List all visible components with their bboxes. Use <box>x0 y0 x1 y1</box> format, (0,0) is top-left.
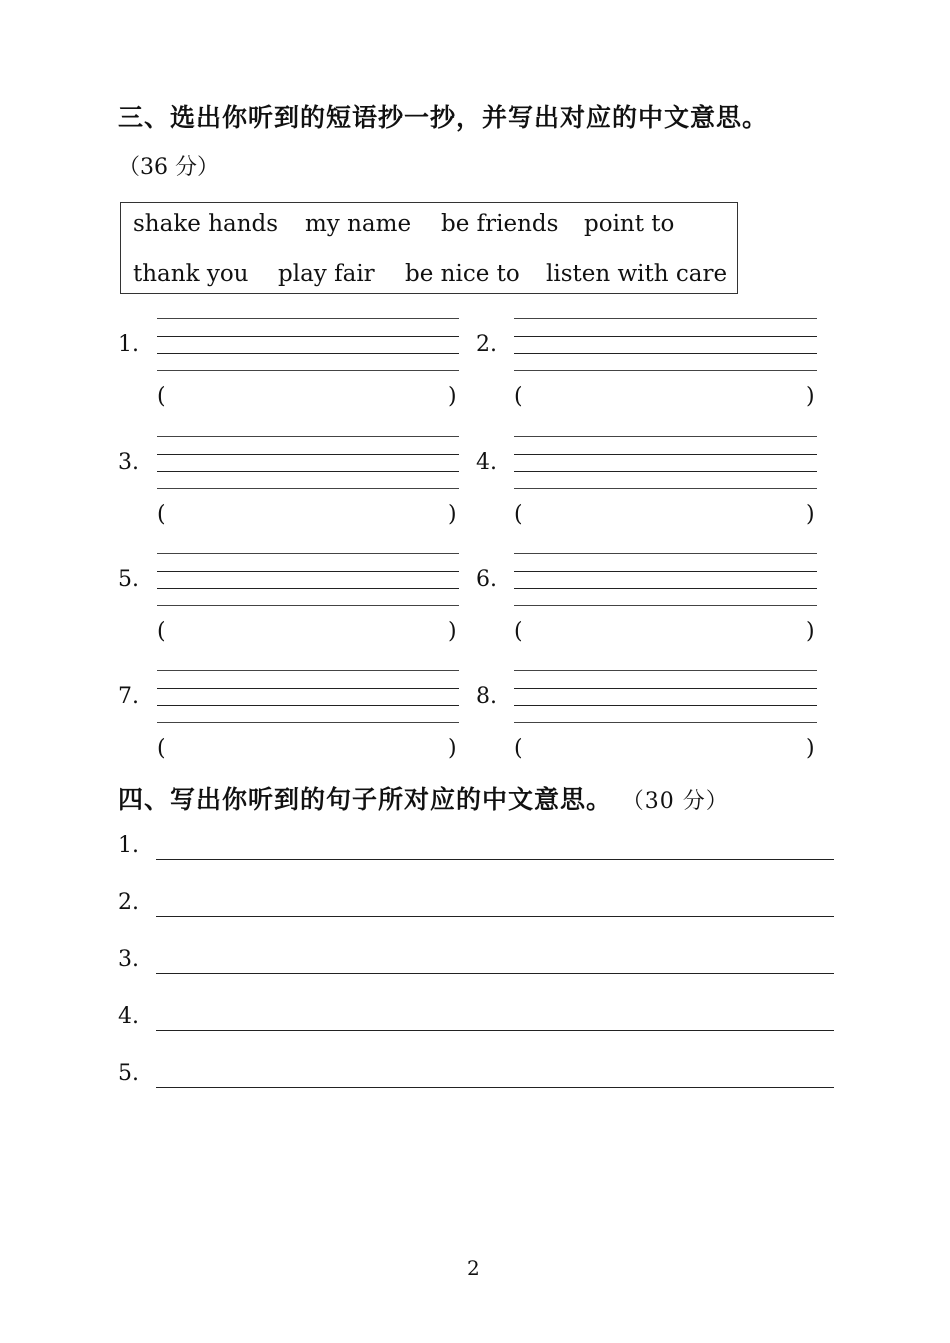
phrase-row-1 <box>133 211 733 241</box>
sentence-number: 3. <box>118 947 139 972</box>
phrase-bank <box>120 202 738 294</box>
writing-guide-line <box>514 553 817 554</box>
writing-guide-line <box>514 722 817 723</box>
writing-guide-line[interactable] <box>157 454 459 455</box>
sentence-number: 5. <box>118 1061 139 1086</box>
item-number: 2. <box>476 332 497 357</box>
page-number: 2 <box>467 1256 480 1280</box>
writing-guide-line <box>514 588 817 589</box>
meaning-paren-close: ) <box>448 619 457 644</box>
writing-guide-line <box>157 370 459 371</box>
section4-title <box>118 780 729 816</box>
writing-guide-line <box>514 488 817 489</box>
section4-title-text: 四、写出你听到的句子所对应的中文意思。 <box>118 785 613 814</box>
writing-guide-line <box>514 436 817 437</box>
writing-guide-line <box>157 588 459 589</box>
writing-guide-line <box>157 705 459 706</box>
item-number: 6. <box>476 567 497 592</box>
item-number: 1. <box>118 332 139 357</box>
writing-guide-line <box>157 318 459 319</box>
writing-guide-line <box>157 722 459 723</box>
meaning-paren-open: ( <box>157 502 166 527</box>
item-number: 5. <box>118 567 139 592</box>
section3-title <box>118 98 768 134</box>
writing-guide-line[interactable] <box>514 454 817 455</box>
sentence-number: 2. <box>118 890 139 915</box>
meaning-paren-open: ( <box>157 384 166 409</box>
writing-guide-line[interactable] <box>157 336 459 337</box>
meaning-paren-close: ) <box>448 736 457 761</box>
writing-guide-line[interactable] <box>157 688 459 689</box>
answer-line[interactable] <box>156 1030 834 1031</box>
writing-guide-line <box>514 605 817 606</box>
meaning-paren-open: ( <box>157 736 166 761</box>
phrase: point to <box>584 211 675 237</box>
answer-line[interactable] <box>156 916 834 917</box>
writing-guide-line[interactable] <box>514 688 817 689</box>
meaning-paren-open: ( <box>157 619 166 644</box>
phrase: my name <box>305 211 412 237</box>
meaning-paren-close: ) <box>448 502 457 527</box>
phrase: listen with care <box>546 261 728 287</box>
section3-title-text: 三、选出你听到的短语抄一抄，并写出对应的中文意思。 <box>118 103 769 132</box>
meaning-paren-close: ) <box>448 384 457 409</box>
phrase: play fair <box>278 261 375 287</box>
answer-line[interactable] <box>156 859 834 860</box>
writing-guide-line <box>157 471 459 472</box>
answer-line[interactable] <box>156 1087 834 1088</box>
writing-guide-line <box>514 370 817 371</box>
writing-guide-line <box>157 605 459 606</box>
writing-guide-line <box>514 353 817 354</box>
meaning-paren-close: ) <box>806 384 815 409</box>
sentence-number: 4. <box>118 1004 139 1029</box>
meaning-paren-close: ) <box>806 619 815 644</box>
answer-line[interactable] <box>156 973 834 974</box>
meaning-paren-close: ) <box>806 502 815 527</box>
writing-guide-line <box>157 670 459 671</box>
writing-guide-line <box>514 705 817 706</box>
writing-guide-line[interactable] <box>514 571 817 572</box>
writing-guide-line <box>157 353 459 354</box>
writing-guide-line[interactable] <box>157 571 459 572</box>
writing-guide-line <box>157 488 459 489</box>
meaning-paren-close: ) <box>806 736 815 761</box>
meaning-paren-open: ( <box>514 736 523 761</box>
phrase: be friends <box>441 211 559 237</box>
meaning-paren-open: ( <box>514 619 523 644</box>
item-number: 8. <box>476 684 497 709</box>
writing-guide-line <box>157 553 459 554</box>
section3-score: （36 分） <box>118 155 219 180</box>
writing-guide-line <box>157 436 459 437</box>
phrase-row-2 <box>133 261 733 291</box>
item-number: 7. <box>118 684 139 709</box>
writing-guide-line <box>514 471 817 472</box>
section4-score: （30 分） <box>621 789 729 814</box>
writing-guide-line <box>514 670 817 671</box>
writing-guide-line <box>514 318 817 319</box>
phrase: be nice to <box>405 261 520 287</box>
sentence-number: 1. <box>118 833 139 858</box>
writing-guide-line[interactable] <box>514 336 817 337</box>
item-number: 4. <box>476 450 497 475</box>
phrase: shake hands <box>133 211 279 237</box>
item-number: 3. <box>118 450 139 475</box>
meaning-paren-open: ( <box>514 502 523 527</box>
meaning-paren-open: ( <box>514 384 523 409</box>
phrase: thank you <box>133 261 249 287</box>
